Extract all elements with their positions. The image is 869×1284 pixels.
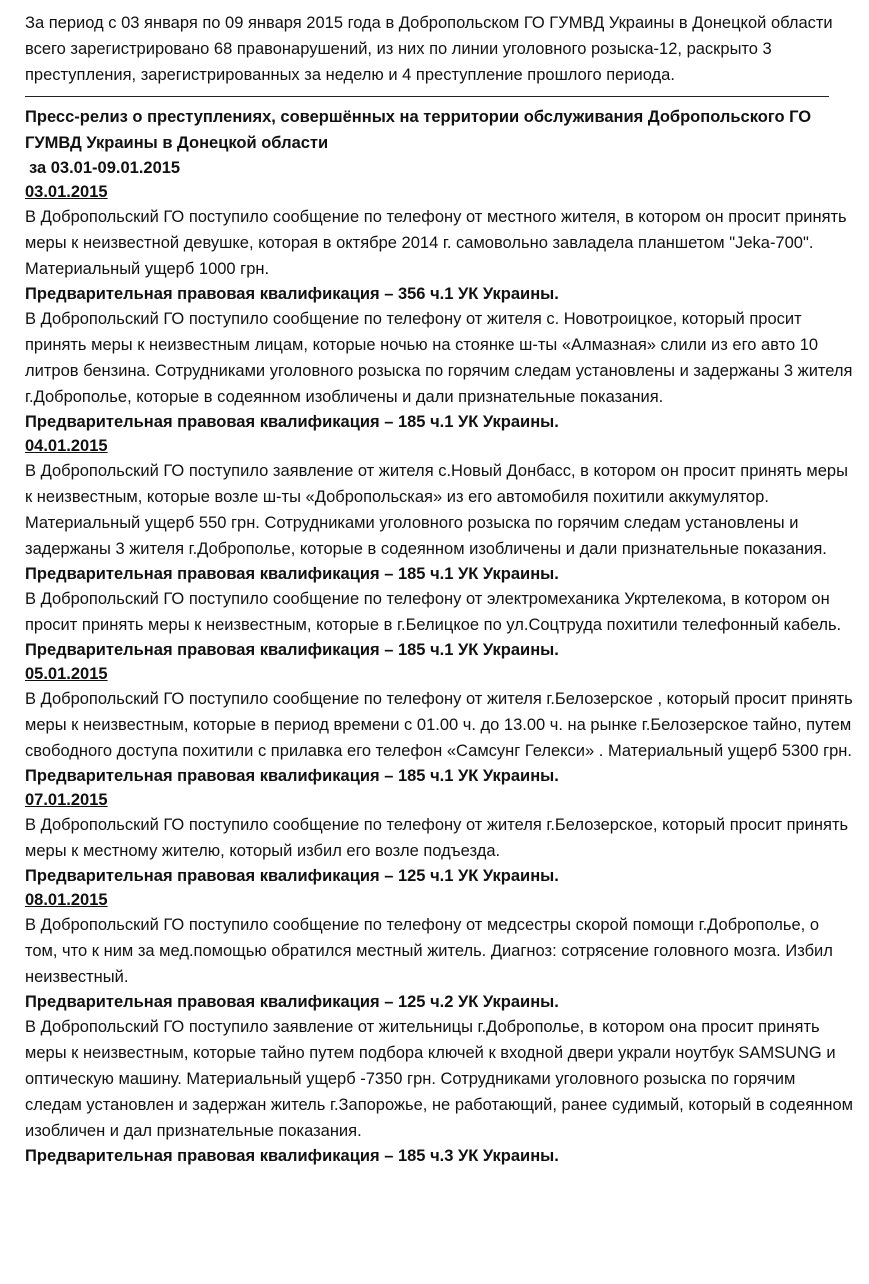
incident-description: В Добропольский ГО поступило сообщение по телефону от жителя г.Белозерское , который просит принять меры к неизвестным, которые в период времени с 01.00 ч. до 13.00 ч. на рынке г.Белозерское тайно, путем свободного доступа похитили с прилавка его телефон «Самсунг Гелекси» . Материальный ущерб 5300 грн.	[25, 690, 853, 760]
incident-date: 08.01.2015	[25, 891, 108, 909]
legal-qualification: Предварительная правовая квалификация – 185 ч.1 УК Украины.	[25, 565, 559, 583]
legal-qualification: Предварительная правовая квалификация – 185 ч.1 УК Украины.	[25, 767, 559, 785]
incident-date: 07.01.2015	[25, 791, 108, 809]
legal-qualification: Предварительная правовая квалификация – 125 ч.2 УК Украины.	[25, 993, 559, 1011]
incident-date: 03.01.2015	[25, 183, 108, 201]
incident-description: В Добропольский ГО поступило сообщение по телефону от электромеханика Укртелекома, в котором он просит принять меры к неизвестным, которые в г.Белицкое по ул.Соцтруда похитили телефонный кабель.	[25, 590, 842, 634]
legal-qualification: Предварительная правовая квалификация – 125 ч.1 УК Украины.	[25, 867, 559, 885]
report-period: за 03.01-09.01.2015	[29, 159, 181, 177]
intro-paragraph: За период с 03 января по 09 января 2015 года в Добропольском ГО ГУМВД Украины в Донецкой области всего зарегистрировано 68 правонарушений, из них по линии уголовного розыска-12, раскрыто 3 преступления, зарегистрированных за неделю и 4 преступление прошлого периода.	[25, 14, 833, 84]
incident-date: 04.01.2015	[25, 437, 108, 455]
incident-description: В Добропольский ГО поступило заявление от жителя с.Новый Донбасс, в котором он просит принять меры к неизвестным, которые возле ш-ты «Добропольская» из его автомобиля похитили аккумулятор. Материальный ущерб 550 грн. Сотрудниками уголовного розыска по горячим следам установлены и задержаны 3 жителя г.Доброполье, которые в содеянном изобличены и дали признательные показания.	[25, 462, 848, 558]
separator-line	[25, 96, 829, 97]
incident-list	[25, 180, 853, 1168]
incident-description: В Добропольский ГО поступило сообщение по телефону от жителя г.Белозерское, который просит принять меры к местному жителю, который избил его возле подъезда.	[25, 816, 849, 860]
incident-date: 05.01.2015	[25, 665, 108, 683]
incident-description: В Добропольский ГО поступило заявление от жительницы г.Доброполье, в котором она просит принять меры к неизвестным, которые тайно путем подбора ключей к входной двери украли ноутбук SAMSUNG и оптическую машину. Материальный ущерб -7350 грн. Сотрудниками уголовного розыска по горячим следам установлен и задержан житель г.Запорожье, не работающий, ранее судимый, который в содеянном изобличен и дал признательные показания.	[25, 1018, 854, 1140]
legal-qualification: Предварительная правовая квалификация – 185 ч.3 УК Украины.	[25, 1147, 559, 1165]
press-release-heading: Пресс-релиз о преступлениях, совершённых на территории обслуживания Добропольского ГО ГУМВД Украины в Донецкой области	[25, 108, 812, 152]
legal-qualification: Предварительная правовая квалификация – 356 ч.1 УК Украины.	[25, 285, 559, 303]
legal-qualification: Предварительная правовая квалификация – 185 ч.1 УК Украины.	[25, 413, 559, 431]
incident-description: В Добропольский ГО поступило сообщение по телефону от жителя с. Новотроицкое, который просит принять меры к неизвестным лицам, которые ночью на стоянке ш-ты «Алмазная» слили из его авто 10 литров бензина. Сотрудниками уголовного розыска по горячим следам установлены и задержаны 3 жителя г.Доброполье, которые в содеянном изобличены и дали признательные показания.	[25, 310, 853, 406]
incident-description: В Добропольский ГО поступило сообщение по телефону от местного жителя, в котором он просит принять меры к неизвестной девушке, которая в октябре 2014 г. самовольно завладела планшетом "Jeka-700". Материальный ущерб 1000 грн.	[25, 208, 847, 278]
legal-qualification: Предварительная правовая квалификация – 185 ч.1 УК Украины.	[25, 641, 559, 659]
incident-description: В Добропольский ГО поступило сообщение по телефону от медсестры скорой помощи г.Доброполье, о том, что к ним за мед.помощью обратился местный житель. Диагноз: сотрясение головного мозга. Избил неизвестный.	[25, 916, 833, 986]
